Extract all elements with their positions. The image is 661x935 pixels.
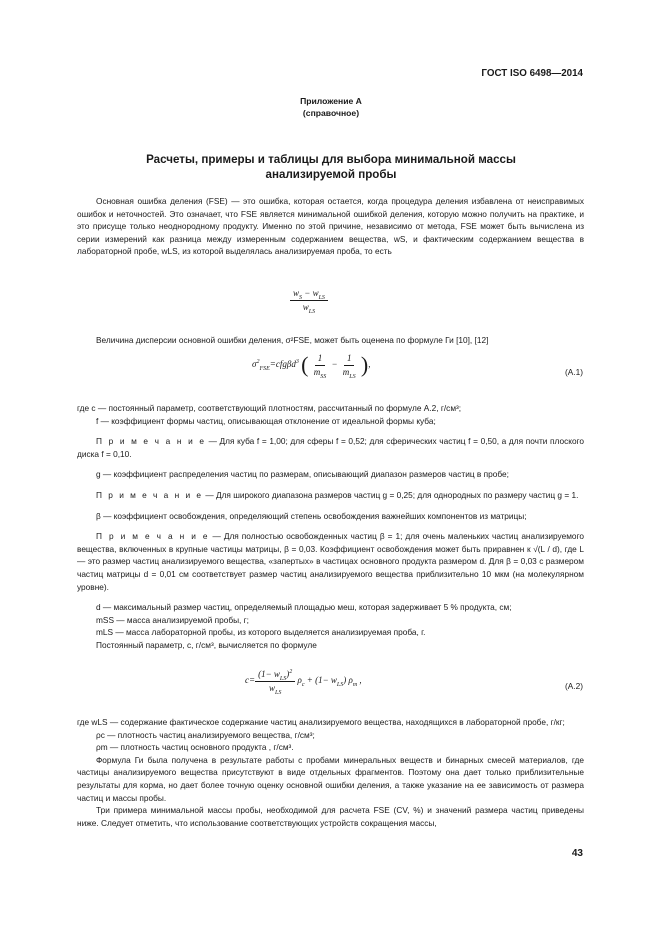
annex-title: Приложение А <box>300 96 362 106</box>
definition-mss: mSS — масса анализируемой пробы, г; <box>96 614 249 625</box>
note-size-text: — Для широкого диапазона размеров частиц g = 0,25; для однородных по размеру частиц g = 1. <box>205 489 579 500</box>
definitions-block <box>77 402 584 652</box>
paragraph-fse-definition: Основная ошибка деления (FSE) — это ошибка, которая остается, когда процедура деления избавлена от неисправимых ошибок и неточностей. Это означает, что FSE является минимальной ошибкой деления, которую можно получить на практике, и это присуще только неоднородному продукту. Именно по этой причине, независимо от метода, FSE может быть вычислена из серии измерений как разница между измеренным содержанием вещества, wS, и фактическим содержанием вещества в лабораторной пробе, wLS, из которой выделялась анализируемая проба, то есть <box>77 196 584 257</box>
page-number: 43 <box>571 848 583 859</box>
definition-wls: где wLS — содержание фактическое содержание частиц анализируемого вещества, находящихся в лабораторной пробе, г/кг; <box>77 717 565 727</box>
note-label: П р и м е ч а н и е <box>96 489 204 500</box>
definition-d: d — максимальный размер частиц, определяемый площадью меш, которая задерживает 5 % продукта, см; <box>96 602 512 613</box>
equation-number-a2: (А.2) <box>565 681 583 691</box>
section-title <box>78 152 584 182</box>
section-title-line2: анализируемой пробы <box>265 168 397 181</box>
definition-rhom: ρm — плотность частиц основного продукта , г/см³. <box>96 742 294 753</box>
annex-subtitle: (справочное) <box>302 108 360 118</box>
formula-a2: c= $\frac{(1- w_{LS})^2}{w_{LS}}$ $\rho_c + (1- w_{LS})$ $\rho_m$ , <box>245 669 362 696</box>
paragraph-gy-formula: Формула Ги была получена в результате работы с пробами минеральных веществ и бинарных смесей материалов, где частицы анализируемого вещества присутствуют в виде отдельных фрагментов. Поэтому она дает только приблизительные результаты для корма, но дает более точную оценку основной ошибки деления, а также указание на ее зависимость от размера частиц и массы пробы. <box>77 754 584 803</box>
equation-number-a1: (А.1) <box>565 367 583 377</box>
note-cube-text: — Для куба f = 1,00; для сферы f = 0,52; для сферических частиц f = 0,50, а для почти плоского диска f = 0,10. <box>77 436 585 459</box>
formula-difference: $\frac{w_S - w_{LS}}{w_{LS}}$ <box>290 287 328 313</box>
definition-g: g — коэффициент распределения частиц по размерам, описывающий диапазон размеров частиц в пробе; <box>96 469 509 480</box>
closing-block <box>77 716 584 829</box>
constant-intro: Постоянный параметр, c, г/см³, вычисляется по формуле <box>96 639 317 650</box>
note-liberation-text: — Для полностью освобожденных частиц β = 1; для очень маленьких частиц анализируемого вещества, включенных в крупные частицы матрицы, β = 0,03. Коэффициент освобождения может быть приравнен к √(L / d), где L — это размер частиц анализируемого вещества, «запертых» в частицах основного продукта размером d. Для β = 0,03 с размером частиц матрицы d = 0,01 см соответствует размер частиц анализируемого вещества приблизительно 10 мкм (на молекулярном уровне). <box>77 531 585 592</box>
section-title-line1: Расчеты, примеры и таблицы для выбора минимальной массы <box>146 153 516 166</box>
note-cube <box>77 435 584 460</box>
document-code: ГОСТ ISO 6498—2014 <box>481 68 583 79</box>
annex-heading <box>78 95 584 119</box>
variance-intro <box>77 334 584 347</box>
definition-rhoc: ρc — плотность частиц анализируемого вещества, г/см³; <box>96 729 315 740</box>
paragraph-variance: Величина дисперсии основной ошибки деления, σ²FSE, может быть оценена по формуле Ги [10], [12] <box>96 335 489 345</box>
intro-paragraph <box>77 195 584 258</box>
definition-beta: β — коэффициент освобождения, определяющий степень освобождения важнейших компонентов из матрицы; <box>96 510 527 521</box>
definition-mls: mLS — масса лабораторной пробы, из которого выделяется анализируемая проба, г. <box>96 627 426 638</box>
note-liberation <box>77 530 584 593</box>
note-size <box>77 489 584 502</box>
paragraph-examples: Три примера минимальной массы пробы, необходимой для расчета FSE (CV, %) и значений размера частиц приведены ниже. Следует отметить, что использование соответствующих устройств сокращения массы, <box>77 805 584 828</box>
note-label: П р и м е ч а н и е <box>96 531 210 542</box>
note-label: П р и м е ч а н и е <box>96 436 206 447</box>
definition-f: f — коэффициент формы частиц, описывающая отклонение от идеальной формы куба; <box>96 415 436 426</box>
formula-a1: $\sigma^2_{FSE}=cfg\beta d^3$ ( $\frac{1}{m_{SS}}$ − $\frac{1}{m_{LS}}$ ), <box>252 351 371 380</box>
definition-c: где c — постоянный параметр, соответствующий плотностям, рассчитанный по формуле А.2, г/см³; <box>77 403 462 413</box>
